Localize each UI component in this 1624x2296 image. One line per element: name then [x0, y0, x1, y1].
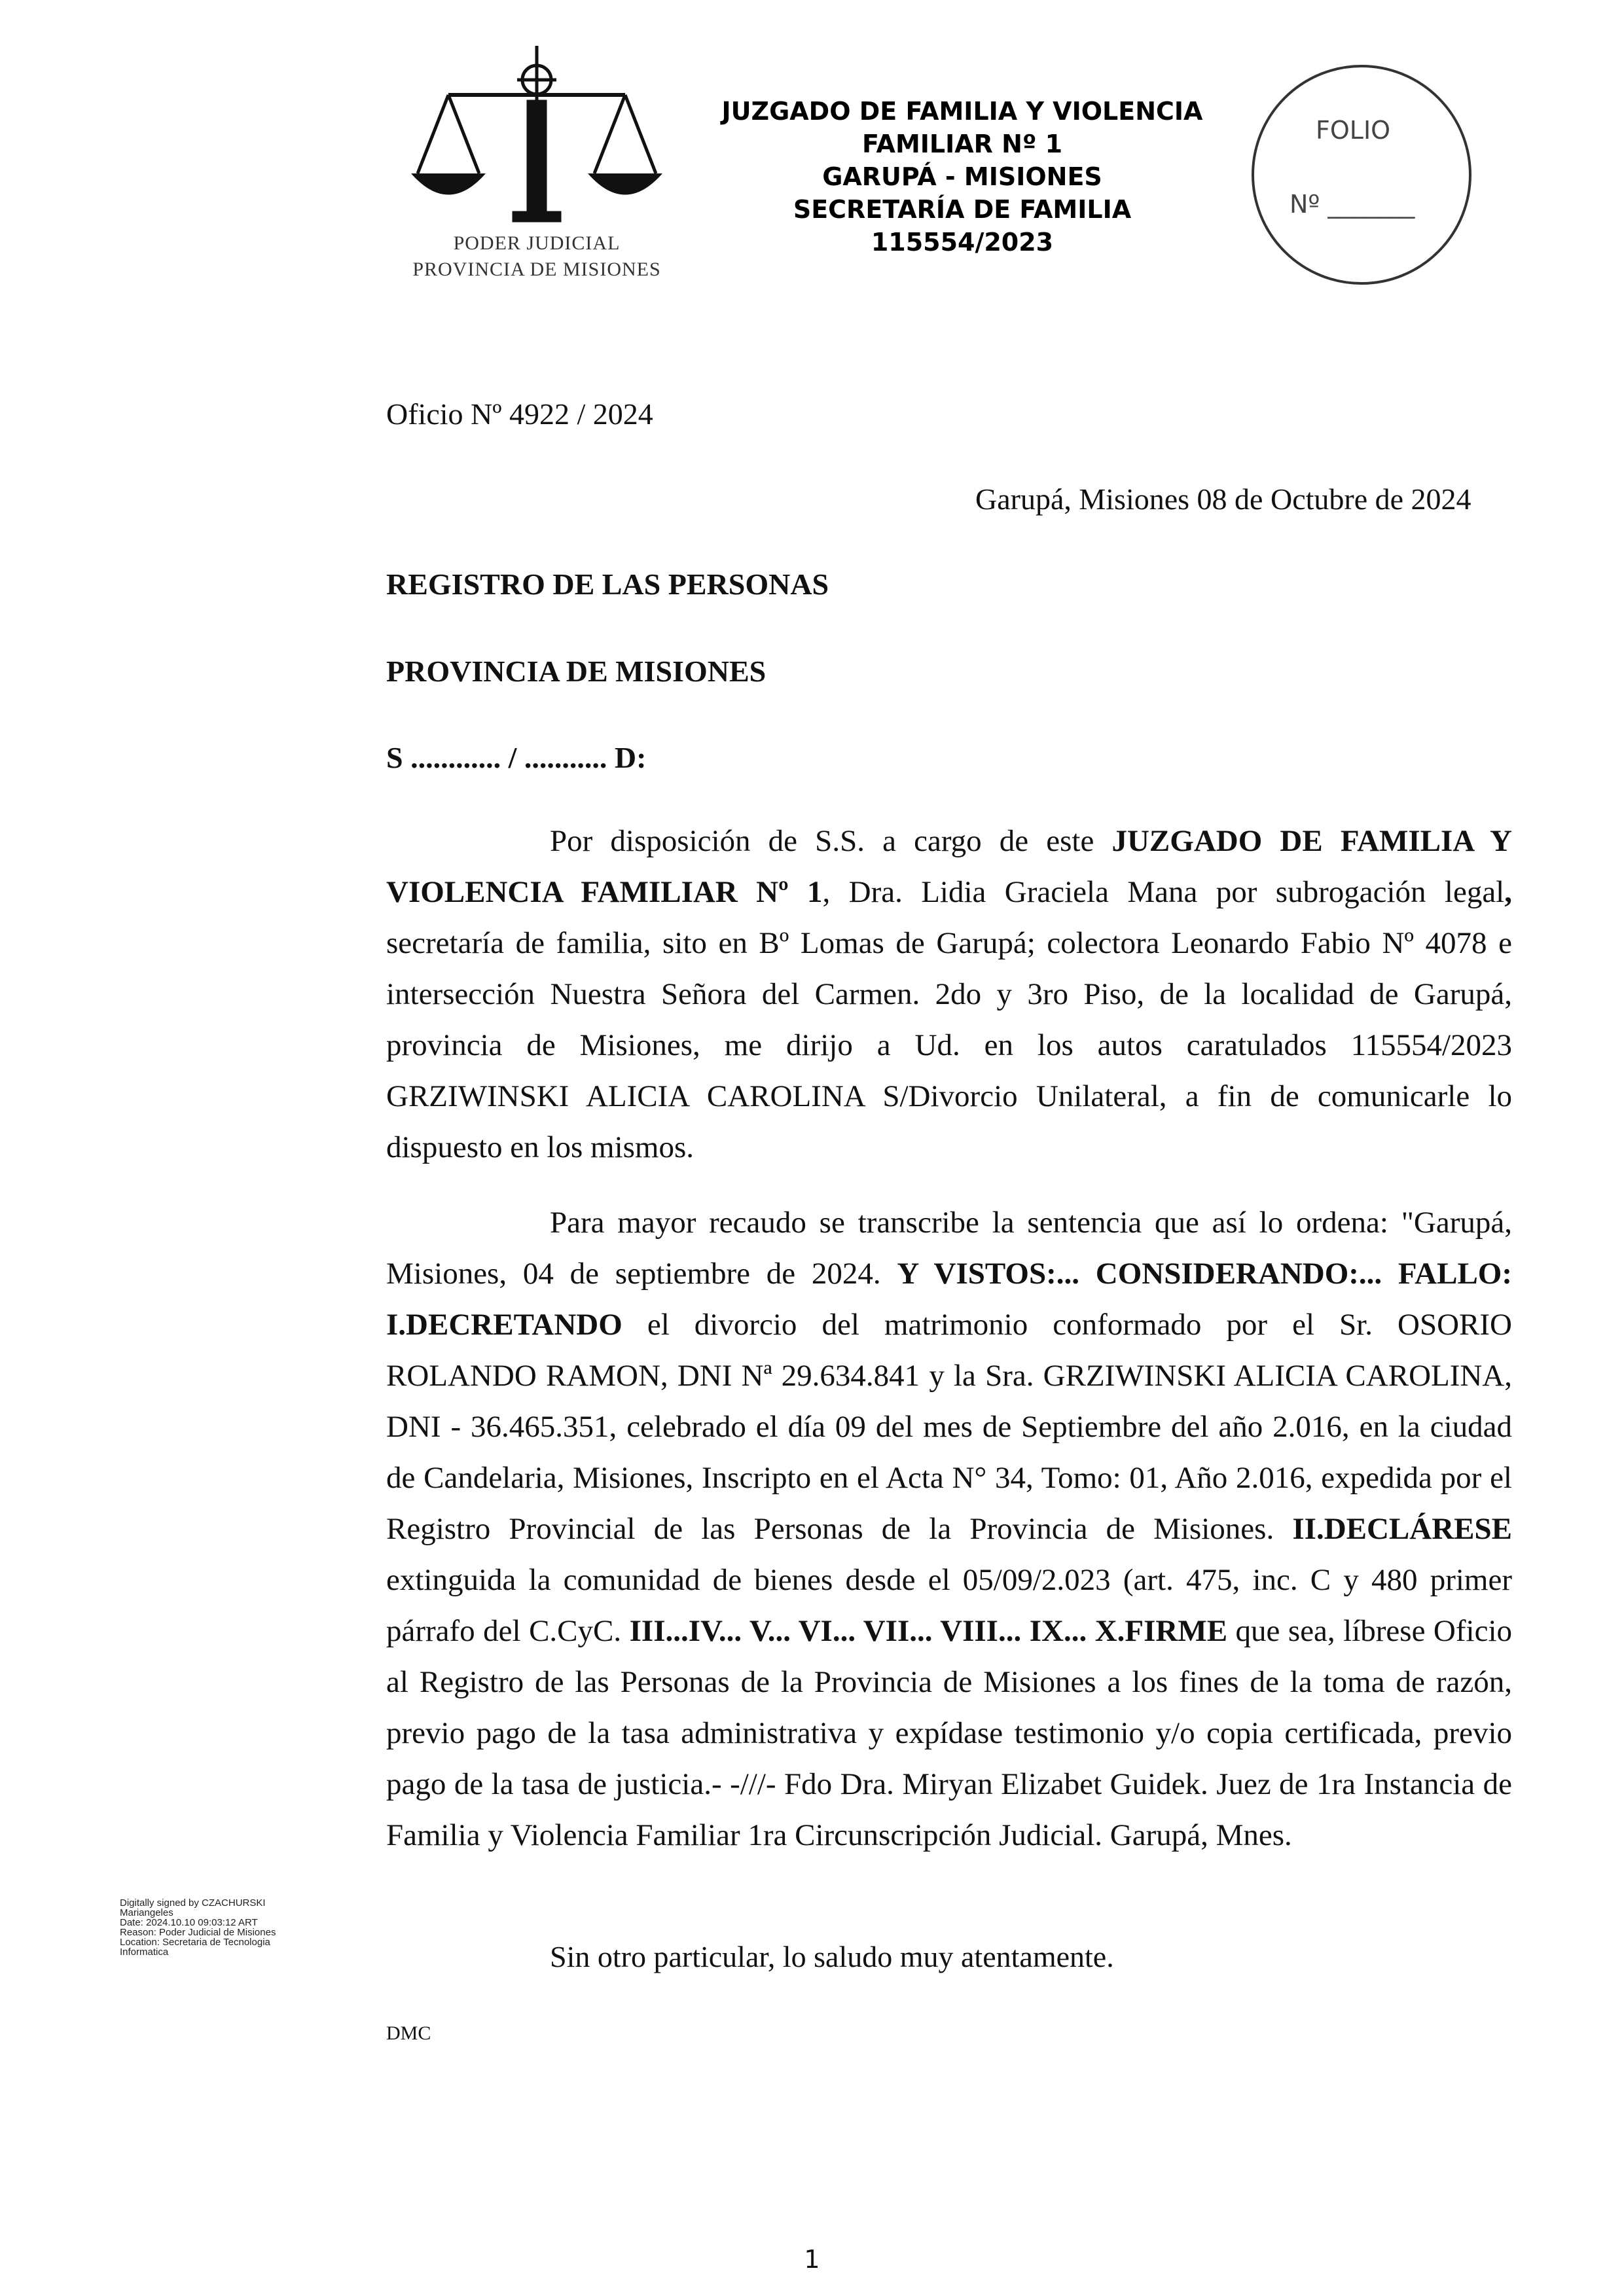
- para1-text-2: , Dra. Lidia Graciela Mana por subrogación legal: [822, 875, 1505, 909]
- para2-text-1: Para mayor recaudo se transcribe la sentencia que así lo ordena: "Garupá, Misiones, 04 de septiembre de 2024.: [386, 1206, 1512, 1291]
- court-header: [668, 95, 1257, 259]
- initials: DMC: [386, 2022, 431, 2044]
- digital-signature: [120, 1898, 316, 1957]
- header-line-4: SECRETARÍA DE FAMILIA: [793, 195, 1132, 224]
- recipient-line-1: REGISTRO DE LAS PERSONAS: [386, 567, 829, 601]
- recipient-line-2: PROVINCIA DE MISIONES: [386, 655, 767, 688]
- para2-bold-3: III...IV... V... VI... VII... VIII... IX... X.FIRME: [629, 1614, 1228, 1648]
- signature-line-5: Location: Secretaria de Tecnologia: [120, 1937, 270, 1948]
- logo-line-2: PROVINCIA DE MISIONES: [412, 259, 661, 280]
- para1-text-3: secretaría de familia, sito en Bº Lomas de Garupá; colectora Leonardo Fabio Nº 4078 e intersección Nuestra Señora del Carmen. 2do y 3ro Piso, de la localidad de Garupá, provincia de Misiones, me dirijo a Ud. en los autos caratulados 115554/2023 GRZIWINSKI ALICIA CAROLINA S/Divorcio Unilateral, a fin de comunicarle lo dispuesto en los mismos.: [386, 926, 1512, 1164]
- signature-line-2: Mariangeles: [120, 1907, 173, 1918]
- para2-text-3: extinguida la comunidad de bienes desde el 05/09/2.023 (art. 475, inc. C y 480 primer párrafo del C.CyC.: [386, 1563, 1512, 1648]
- para1-text-1: Por disposición de S.S. a cargo de este: [550, 824, 1112, 858]
- paragraph-2: [386, 1197, 1512, 1861]
- signature-line-4: Reason: Poder Judicial de Misiones: [120, 1927, 276, 1938]
- folio-label: FOLIO: [1316, 116, 1391, 145]
- closing-line: Sin otro particular, lo saludo muy atentamente.: [550, 1940, 1114, 1973]
- header-line-1: JUZGADO DE FAMILIA Y VIOLENCIA: [721, 97, 1203, 126]
- scales-of-justice-icon: [399, 39, 674, 255]
- para2-text-4: que sea, líbrese Oficio al Registro de las Personas de la Provincia de Misiones a los fines de la toma de razón, previo pago de la tasa administrativa y expídase testimonio y/o copia certificada, previo pago de la tasa de justicia.- -///- Fdo Dra. Miryan Elizabet Guidek. Juez de 1ra Instancia de Familia y Violencia Familiar 1ra Circunscripción Judicial. Garupá, Mnes.: [386, 1614, 1513, 1852]
- folio-circle-icon: [1244, 62, 1479, 288]
- sd-line: S ............ / ........... D:: [386, 741, 647, 774]
- header-line-3: GARUPÁ - MISIONES: [822, 162, 1102, 191]
- header-line-2: FAMILIAR Nº 1: [861, 130, 1063, 158]
- date-line: Garupá, Misiones 08 de Octubre de 2024: [975, 482, 1471, 516]
- logo-line-1: PODER JUDICIAL: [453, 232, 621, 254]
- folio-number-label: Nº _______: [1290, 190, 1415, 219]
- signature-line-1: Digitally signed by CZACHURSKI: [120, 1897, 266, 1909]
- judicial-logo: [399, 39, 674, 295]
- header-line-5: 115554/2023: [871, 228, 1054, 257]
- signature-line-3: Date: 2024.10.10 09:03:12 ART: [120, 1917, 258, 1928]
- paragraph-1: [386, 816, 1512, 1173]
- signature-line-6: Informatica: [120, 1946, 169, 1958]
- para1-bold-1: JUZGADO DE FAMILIA Y VIOLENCIA FAMILIAR Nº 1: [386, 824, 1512, 909]
- oficio-number: Oficio Nº 4922 / 2024: [386, 397, 653, 431]
- folio-stamp: [1244, 62, 1479, 288]
- page-number: 1: [804, 2245, 820, 2274]
- para2-text-2: el divorcio del matrimonio conformado por el Sr. OSORIO ROLANDO RAMON, DNI Nª 29.634.841 y la Sra. GRZIWINSKI ALICIA CAROLINA, DNI - 36.465.351, celebrado el día 09 del mes de Septiembre del año 2.016, en la ciudad de Candelaria, Misiones, Inscripto en el Acta N° 34, Tomo: 01, Año 2.016, expedida por el Registro Provincial de las Personas de la Provincia de Misiones.: [386, 1308, 1512, 1546]
- para2-bold-2: II.DECLÁRESE: [1292, 1512, 1512, 1546]
- para1-bold-2: ,: [1504, 875, 1512, 909]
- para2-bold-1: Y VISTOS:... CONSIDERANDO:... FALLO: I.DECRETANDO: [386, 1257, 1512, 1342]
